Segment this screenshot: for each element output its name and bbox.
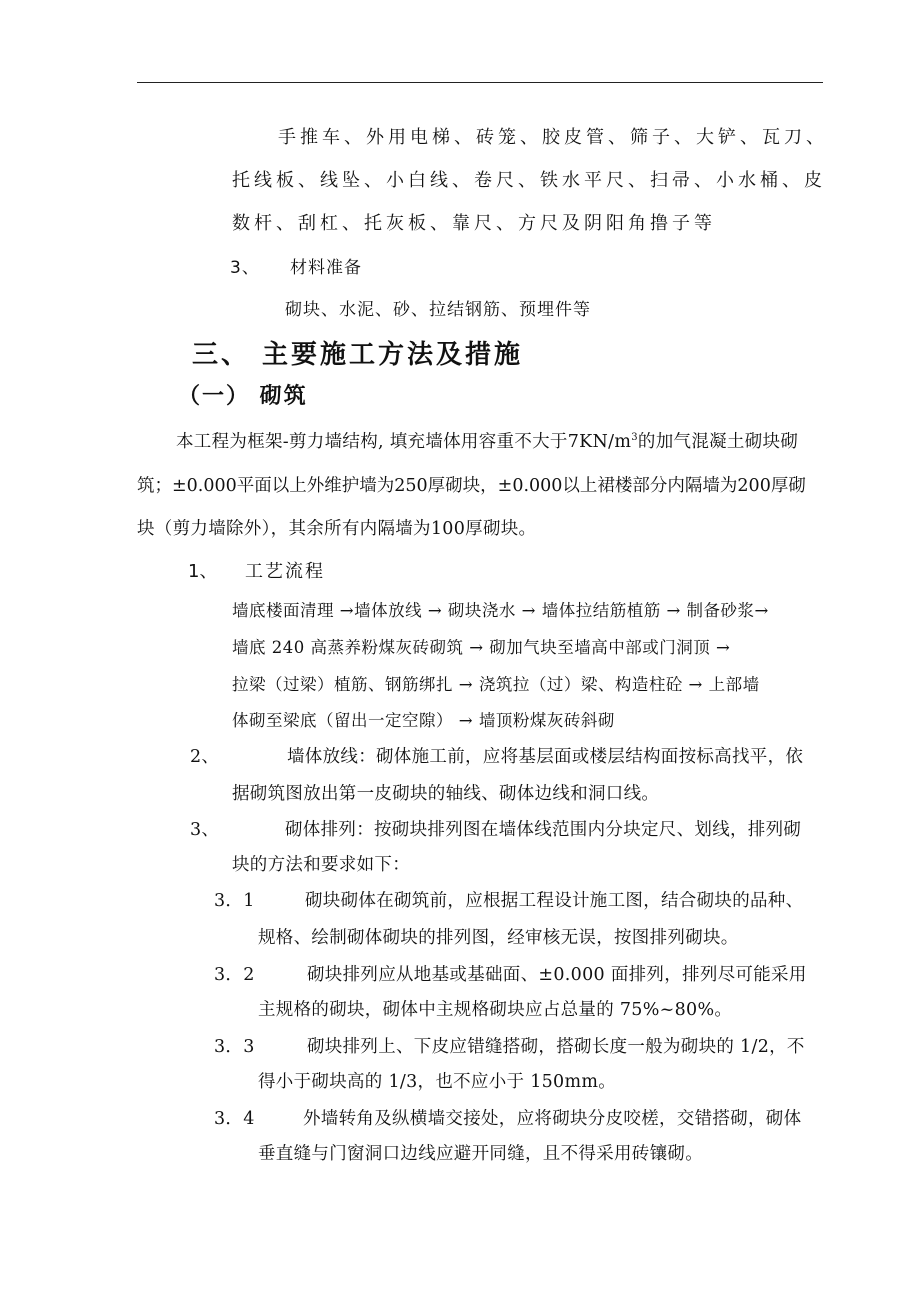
flow-line-4: 体砌至梁底（留出一定空隙） → 墙顶粉煤灰砖斜砌 [232, 711, 615, 730]
intro-line-3: 块（剪力墙除外），其余所有内隔墙为100厚砌块。 [137, 519, 537, 539]
sub32-line-1: 砌块排列应从地基或基础面、±0.000 面排列，排列尽可能采用 [307, 965, 807, 985]
item3-line-1: 砌体排列：按砌块排列图在墙体线范围内分块定尺、划线，排列砌 [285, 820, 802, 840]
process-number: 1、 [188, 561, 218, 582]
sub32-line-2: 主规格的砌块，砌体中主规格砌块应占总量的 75%~80%。 [258, 1000, 733, 1020]
sub34-number: 3．4 [214, 1109, 255, 1129]
sub33-number: 3．3 [214, 1037, 255, 1057]
superscript-3: 3 [631, 432, 638, 444]
sub32-number: 3．2 [214, 965, 255, 985]
sub31-line-1: 砌块砌体在砌筑前，应根据工程设计施工图，结合砌块的品种、 [305, 891, 804, 911]
tools-line-2: 托线板、线坠、小白线、卷尺、铁水平尺、扫帚、小水桶、皮 [232, 170, 826, 191]
intro-line-1-tail: 的加气混凝土砌块砌 [637, 432, 799, 452]
tools-line-3: 数杆、刮杠、托灰板、靠尺、方尺及阴阳角撸子等 [232, 213, 716, 234]
subsection-heading: （一） 砌筑 [178, 384, 308, 409]
item2-line-1: 墙体放线：砌体施工前，应将基层面或楼层结构面按标高找平，依 [287, 747, 804, 767]
item2-number: 2、 [190, 747, 220, 767]
sub33-line-2: 得小于砌块高的 1/3，也不应小于 150mm。 [258, 1072, 617, 1092]
flow-line-3: 拉梁（过梁）植筋、钢筋绑扎 → 浇筑拉（过）梁、构造柱砼 → 上部墙 [232, 675, 760, 694]
sub31-number: 3．1 [214, 891, 255, 911]
intro-line-2: 筑；±0.000平面以上外维护墙为250厚砌块，±0.000以上裙楼部分内隔墙为200厚砌 [137, 476, 806, 496]
item2-line-2: 据砌筑图放出第一皮砌块的轴线、砌体边线和洞口线。 [232, 784, 660, 804]
flow-line-2: 墙底 240 高蒸养粉煤灰砖砌筑 → 砌加气块至墙高中部或门洞顶 → [232, 638, 731, 657]
tools-line-1: 手推车、外用电梯、砖笼、胶皮管、筛子、大铲、瓦刀、 [278, 127, 828, 148]
header-rule [137, 82, 823, 83]
materials-title: 材料准备 [290, 258, 362, 278]
intro-line-1-text: 本工程为框架-剪力墙结构, 填充墙体用容重不大于7KN/m [176, 432, 632, 452]
sub31-line-2: 规格、绘制砌体砌块的排列图，经审核无误，按图排列砌块。 [258, 928, 739, 948]
sub33-line-1: 砌块排列上、下皮应错缝搭砌，搭砌长度一般为砌块的 1/2，不 [307, 1037, 805, 1057]
intro-line-1 [176, 430, 798, 454]
process-title: 工艺流程 [245, 561, 325, 582]
sub34-line-2: 垂直缝与门窗洞口边线应避开同缝，且不得采用砖镶砌。 [258, 1144, 703, 1164]
section-heading: 三、 主要施工方法及措施 [192, 340, 524, 370]
item3-line-2: 块的方法和要求如下： [232, 855, 410, 875]
sub34-line-1: 外墙转角及纵横墙交接处，应将砌块分皮咬槎，交错搭砌，砌体 [303, 1109, 802, 1129]
materials-content: 砌块、水泥、砂、拉结钢筋、预埋件等 [285, 300, 591, 320]
item3-number: 3、 [190, 820, 220, 840]
materials-number: 3、 [230, 258, 260, 278]
flow-line-1: 墙底楼面清理 →墙体放线 → 砌块浇水 → 墙体拉结筋植筋 → 制备砂浆→ [232, 601, 769, 620]
